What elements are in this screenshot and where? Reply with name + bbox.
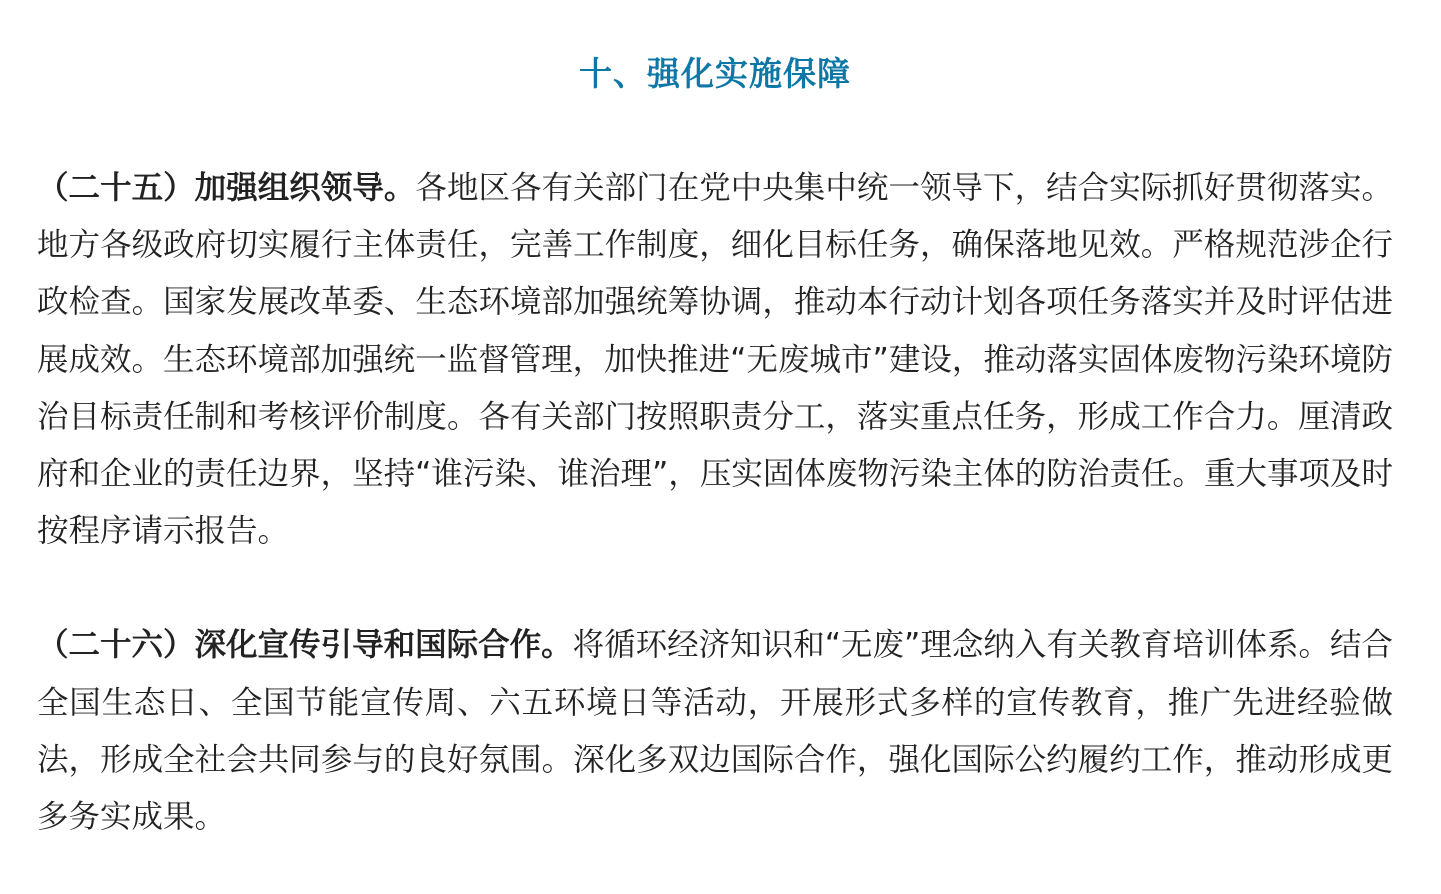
article [37,0,1393,846]
paragraph-25-heading: （二十五）加强组织领导。 [37,170,416,206]
paragraph-26 [37,617,1393,846]
section-title: 十、强化实施保障 [579,54,851,93]
paragraph-25-body: 各地区各有关部门在党中央集中统一领导下，结合实际抓好贯彻落实。地方各级政府切实履行主体责任，完善工作制度，细化目标任务，确保落地见效。严格规范涉企行政检查。国家发展改革委、生态环境部加强统筹协调，推动本行动计划各项任务落实并及时评估进展成效。生态环境部加强统一监督管理，加快推进“无废城市”建设，推动落实固体废物污染环境防治目标责任制和考核评价制度。各有关部门按照职责分工，落实重点任务，形成工作合力。厘清政府和企业的责任边界，坚持“谁污染、谁治理”，压实固体废物污染主体的防治责任。重大事项及时按程序请示报告。 [37,170,1393,550]
paragraph-25 [37,160,1393,560]
paragraph-26-body: 将循环经济知识和“无废”理念纳入有关教育培训体系。结合全国生态日、全国节能宣传周、六五环境日等活动，开展形式多样的宣传教育，推广先进经验做法，形成全社会共同参与的良好氛围。深化多双边国际合作，强化国际公约履约工作，推动形成更多务实成果。 [37,627,1393,836]
paragraph-26-heading: （二十六）深化宣传引导和国际合作。 [37,627,573,664]
